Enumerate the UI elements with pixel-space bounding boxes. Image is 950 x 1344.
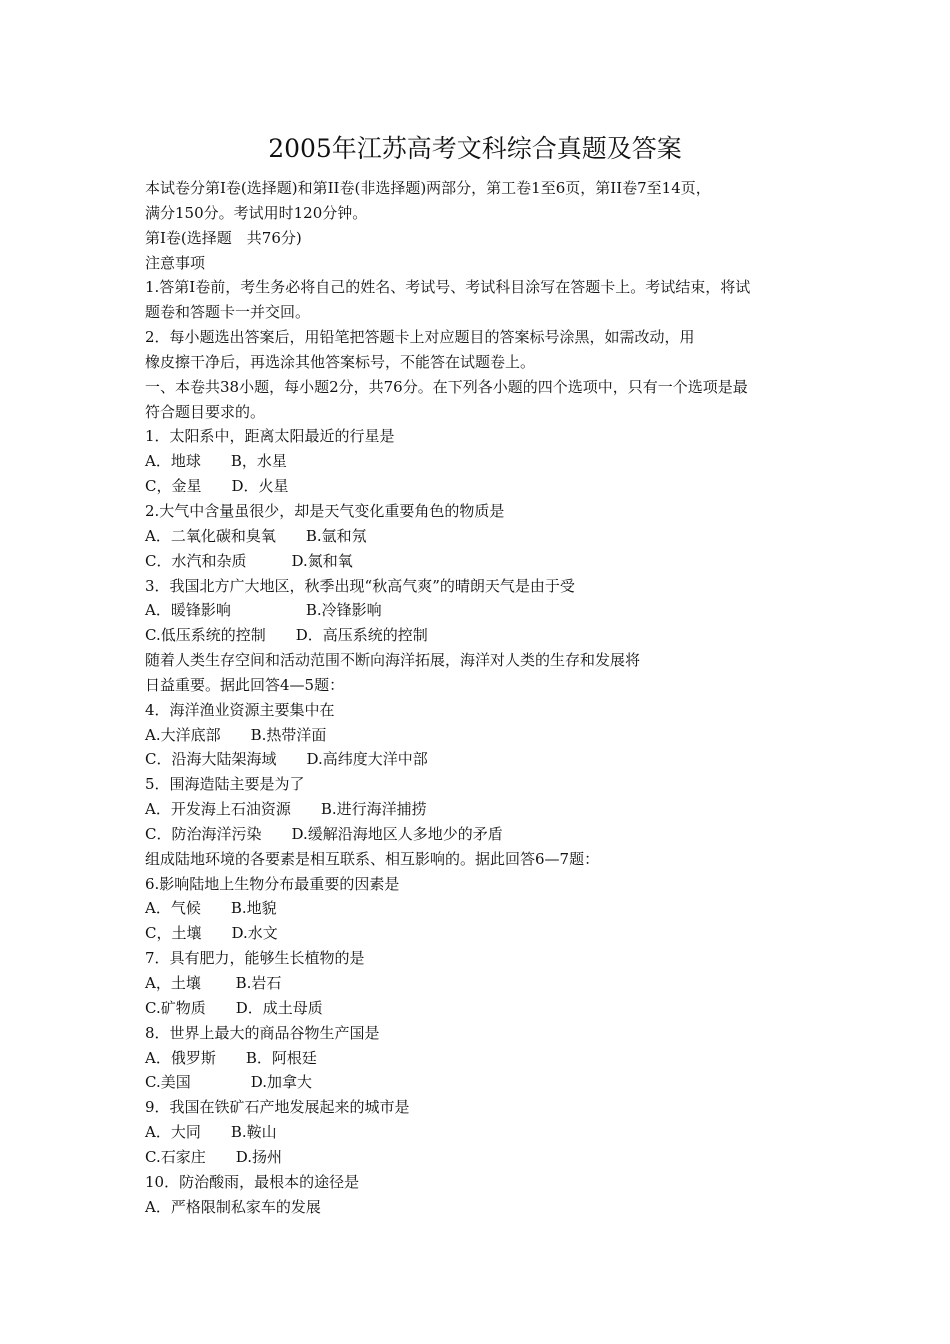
text-line: 满分150分。考试用时120分钟。 xyxy=(145,203,368,222)
text-line: 1.答第Ⅰ卷前，考生务必将自己的姓名、考试号、考试科目涂写在答题卡上。考试结束，将试 xyxy=(145,278,751,297)
option-line: A．二氧化碳和臭氧 B.氩和氖 xyxy=(145,526,367,545)
passage-line: 日益重要。据此回答4—5题： xyxy=(145,675,345,694)
document-title: 2005年江苏高考文科综合真题及答案 xyxy=(268,134,682,163)
option-line: A．地球 B，水星 xyxy=(145,452,287,471)
option-line: C.石家庄 D.扬州 xyxy=(145,1147,282,1166)
section-heading: 第Ⅰ卷(选择题 共76分) xyxy=(145,228,302,247)
instruction-line: 一、本卷共38小题，每小题2分，共76分。在下列各小题的四个选项中，只有一个选项是最 xyxy=(145,377,748,396)
notes-heading: 注意事项 xyxy=(145,253,206,272)
question-line: 2.大气中含量虽很少，却是天气变化重要角色的物质是 xyxy=(145,501,505,520)
option-line: C，金星 D．火星 xyxy=(145,477,289,496)
question-line: 4．海洋渔业资源主要集中在 xyxy=(145,700,335,719)
question-line: 10．防治酸雨，最根本的途径是 xyxy=(145,1172,360,1191)
option-line: A．暖锋影响 B.冷锋影响 xyxy=(145,601,382,620)
text-line: 本试卷分第Ⅰ卷(选择题)和第II卷(非选择题)两部分，第工卷1至6页，第II卷7至14页， xyxy=(145,179,711,197)
option-line: A.大洋底部 B.热带洋面 xyxy=(145,725,327,744)
question-line: 7．具有肥力，能够生长植物的是 xyxy=(145,949,365,968)
text-line: 橡皮擦干净后，再选涂其他答案标号，不能答在试题卷上。 xyxy=(145,352,536,371)
option-line: C.矿物质 D．成土母质 xyxy=(145,998,323,1017)
instruction-line: 符合题目要求的。 xyxy=(145,402,266,421)
passage-line: 组成陆地环境的各要素是相互联系、相互影响的。据此回答6—7题： xyxy=(145,849,600,868)
text-line: 2．每小题选出答案后，用铅笔把答题卡上对应题目的答案标号涂黑，如需改动，用 xyxy=(145,328,695,347)
question-line: 6.影响陆地上生物分布最重要的因素是 xyxy=(145,874,400,893)
document-body xyxy=(145,176,825,1219)
option-line: C．防治海洋污染 D.缓解沿海地区人多地少的矛盾 xyxy=(145,824,503,843)
option-line: A．大同 B.鞍山 xyxy=(145,1123,277,1142)
question-line: 3．我国北方广大地区，秋季出现“秋高气爽”的晴朗天气是由于受 xyxy=(145,576,575,595)
option-line: A．气候 B.地貌 xyxy=(145,899,277,918)
text-line: 题卷和答题卡一并交回。 xyxy=(145,303,311,322)
option-line: C．水汽和杂质 D.氮和氧 xyxy=(145,551,353,570)
option-line: A．严格限制私家车的发展 xyxy=(145,1197,321,1216)
question-line: 9．我国在铁矿石产地发展起来的城市是 xyxy=(145,1098,410,1117)
option-line: C.美国 D.加拿大 xyxy=(145,1073,312,1092)
option-line: A．俄罗斯 B．阿根廷 xyxy=(145,1048,317,1067)
option-line: C，土壤 D.水文 xyxy=(145,924,278,943)
option-line: A，土壤 B.岩石 xyxy=(145,974,282,992)
option-line: A．开发海上石油资源 B.进行海洋捕捞 xyxy=(145,800,427,819)
passage-line: 随着人类生存空间和活动范围不断向海洋拓展，海洋对人类的生存和发展将 xyxy=(145,651,641,670)
question-line: 5．围海造陆主要是为了 xyxy=(145,775,305,794)
option-line: C.低压系统的控制 D．高压系统的控制 xyxy=(145,626,428,645)
question-line: 8．世界上最大的商品谷物生产国是 xyxy=(145,1023,380,1042)
option-line: C．沿海大陆架海域 D.高纬度大洋中部 xyxy=(145,750,428,769)
question-line: 1．太阳系中，距离太阳最近的行星是 xyxy=(145,427,395,446)
